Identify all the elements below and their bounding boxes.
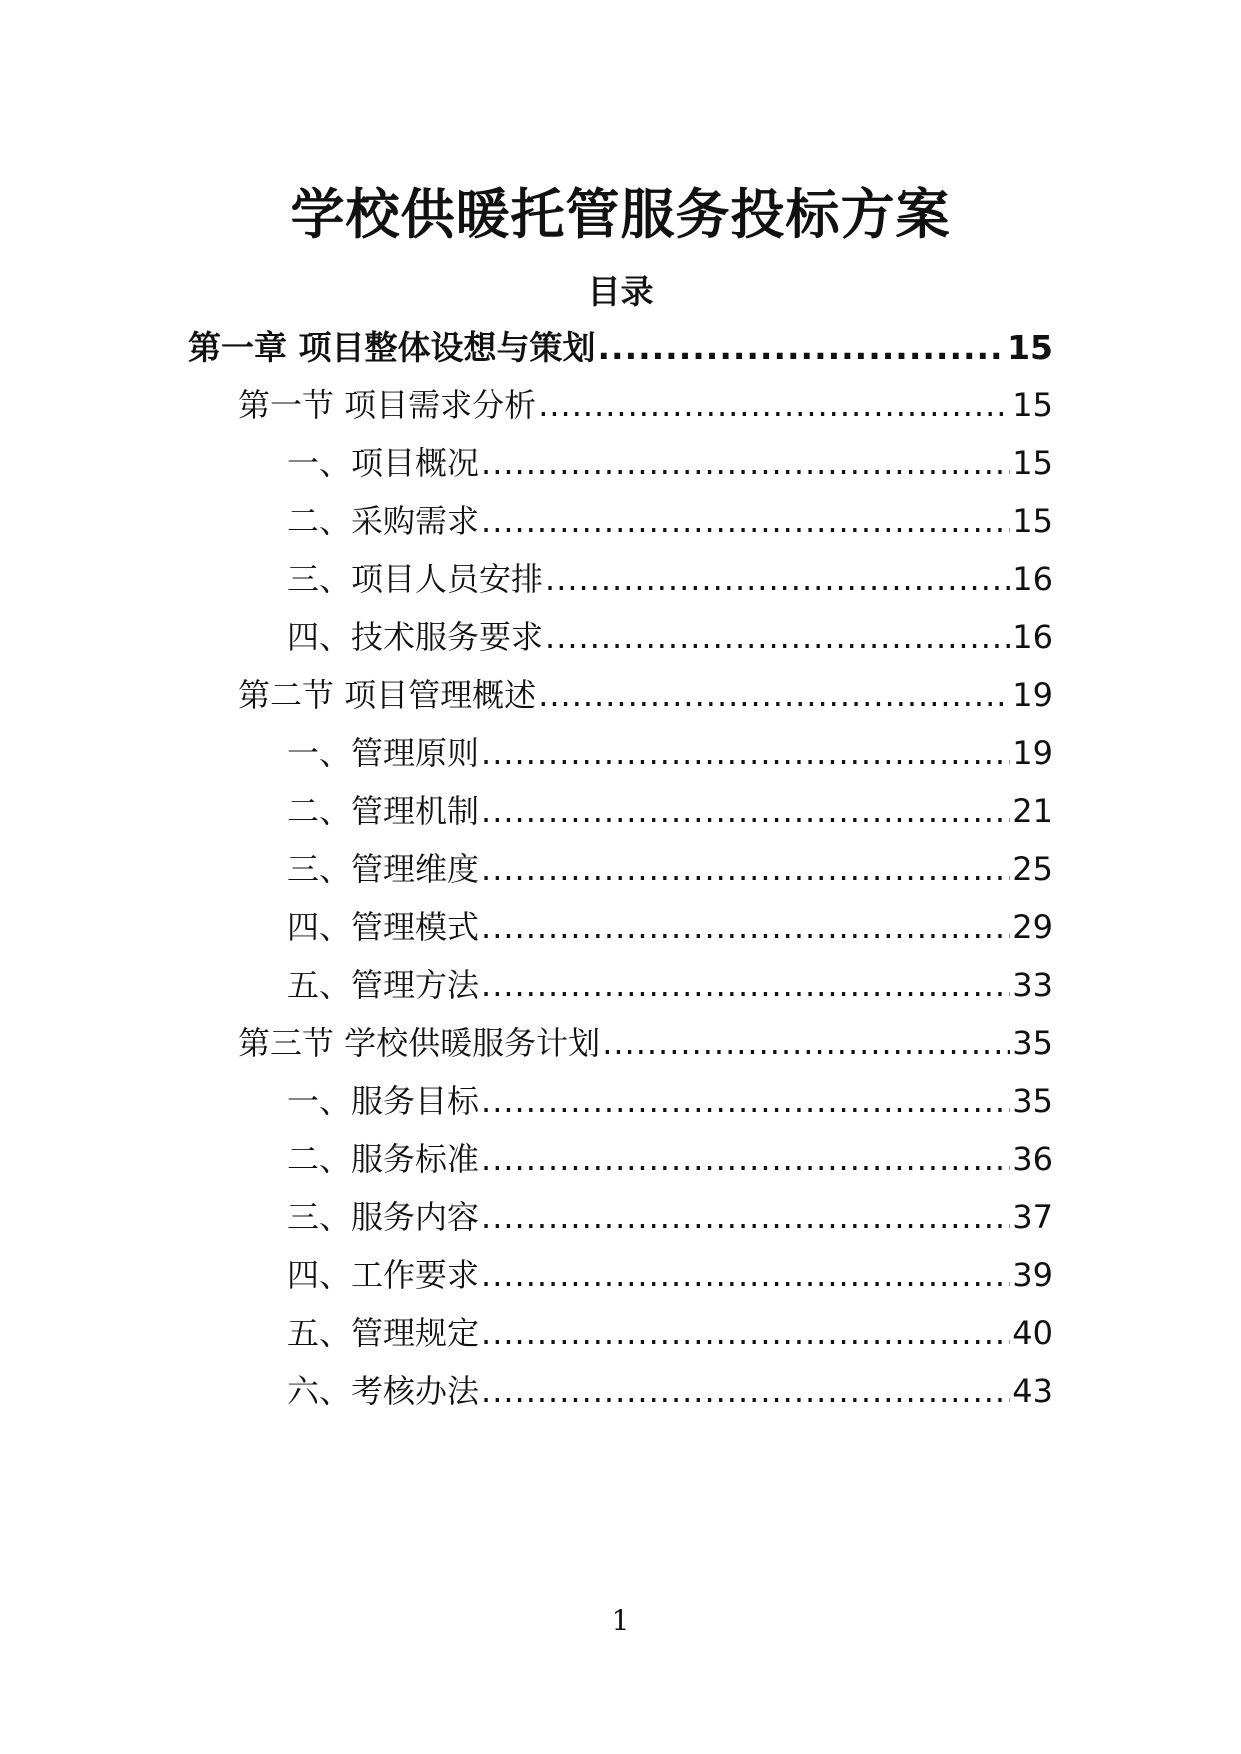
toc-entry[interactable] bbox=[238, 1018, 1053, 1064]
toc-entry-label: 第一章 项目整体设想与策划 bbox=[188, 328, 596, 367]
toc-entry-page: 39 bbox=[1012, 1256, 1053, 1294]
toc-entry-page: 37 bbox=[1012, 1198, 1053, 1236]
toc-dot-leader bbox=[538, 386, 1010, 424]
toc-dot-leader bbox=[481, 502, 1010, 540]
toc-entry-label: 第一节 项目需求分析 bbox=[238, 386, 537, 424]
toc-dot-leader bbox=[481, 792, 1010, 830]
toc-entry[interactable] bbox=[287, 960, 1053, 1006]
toc-entry-label: 三、项目人员安排 bbox=[287, 560, 544, 598]
toc-dot-leader bbox=[481, 1082, 1010, 1120]
toc-entry-page: 15 bbox=[1012, 444, 1053, 482]
toc-dot-leader bbox=[481, 1198, 1010, 1236]
toc-dot-leader bbox=[481, 908, 1010, 946]
toc-entry-label: 四、技术服务要求 bbox=[287, 618, 544, 656]
toc-entry[interactable] bbox=[287, 902, 1053, 948]
toc-entry-label: 一、项目概况 bbox=[287, 444, 480, 482]
toc-entry-label: 第二节 项目管理概述 bbox=[238, 676, 537, 714]
toc-entry-label: 二、服务标准 bbox=[287, 1140, 480, 1178]
toc-dot-leader bbox=[481, 1314, 1010, 1352]
toc-dot-leader bbox=[545, 560, 1010, 598]
toc-dot-leader bbox=[602, 1024, 1010, 1062]
toc-entry[interactable] bbox=[287, 1308, 1053, 1354]
toc-entry-label: 六、考核办法 bbox=[287, 1372, 480, 1410]
toc-dot-leader bbox=[481, 966, 1010, 1004]
toc-dot-leader bbox=[481, 850, 1010, 888]
toc-entry-label: 四、工作要求 bbox=[287, 1256, 480, 1294]
toc-entry-label: 五、管理方法 bbox=[287, 966, 480, 1004]
toc-entry[interactable] bbox=[287, 1250, 1053, 1296]
toc-entry-label: 三、管理维度 bbox=[287, 850, 480, 888]
toc-dot-leader bbox=[481, 734, 1010, 772]
toc-entry[interactable] bbox=[287, 786, 1053, 832]
toc-entry-page: 15 bbox=[1012, 386, 1053, 424]
toc-dot-leader bbox=[481, 1256, 1010, 1294]
toc-dot-leader bbox=[598, 328, 1006, 367]
toc-dot-leader bbox=[545, 618, 1010, 656]
toc-entry-page: 36 bbox=[1012, 1140, 1053, 1178]
toc-entry[interactable] bbox=[238, 670, 1053, 716]
toc-entry-label: 五、管理规定 bbox=[287, 1314, 480, 1352]
toc-entry-page: 35 bbox=[1012, 1024, 1053, 1062]
toc-entry[interactable] bbox=[287, 1366, 1053, 1412]
toc-entry-page: 25 bbox=[1012, 850, 1053, 888]
toc-entry-page: 19 bbox=[1012, 734, 1053, 772]
toc-entry-page: 15 bbox=[1012, 502, 1053, 540]
toc-entry[interactable] bbox=[287, 554, 1053, 600]
toc-entry-page: 16 bbox=[1012, 618, 1053, 656]
toc-dot-leader bbox=[538, 676, 1010, 714]
toc-entry-page: 19 bbox=[1012, 676, 1053, 714]
toc-entry[interactable] bbox=[287, 1076, 1053, 1122]
toc-entry-page: 29 bbox=[1012, 908, 1053, 946]
toc-dot-leader bbox=[481, 1372, 1010, 1410]
toc-entry-label: 一、服务目标 bbox=[287, 1082, 480, 1120]
toc-entry[interactable] bbox=[287, 438, 1053, 484]
toc-entry-page: 21 bbox=[1012, 792, 1053, 830]
toc-entry[interactable] bbox=[287, 844, 1053, 890]
toc-dot-leader bbox=[481, 1140, 1010, 1178]
toc-entry[interactable] bbox=[287, 612, 1053, 658]
toc-entry-label: 一、管理原则 bbox=[287, 734, 480, 772]
toc-entry-page: 43 bbox=[1012, 1372, 1053, 1410]
toc-entry[interactable] bbox=[287, 1134, 1053, 1180]
toc-entry-page: 40 bbox=[1012, 1314, 1053, 1352]
toc-entry[interactable] bbox=[188, 322, 1053, 369]
toc-entry[interactable] bbox=[287, 496, 1053, 542]
toc-entry-label: 三、服务内容 bbox=[287, 1198, 480, 1236]
document-title: 学校供暖托管服务投标方案 bbox=[290, 183, 951, 246]
toc-entry[interactable] bbox=[287, 728, 1053, 774]
toc-entry[interactable] bbox=[238, 380, 1053, 426]
toc-entry-label: 二、采购需求 bbox=[287, 502, 480, 540]
toc-entry-label: 二、管理机制 bbox=[287, 792, 480, 830]
toc-entry-page: 15 bbox=[1007, 328, 1053, 367]
toc-heading: 目录 bbox=[587, 272, 654, 311]
toc-dot-leader bbox=[481, 444, 1010, 482]
toc-entry-label: 四、管理模式 bbox=[287, 908, 480, 946]
toc-entry-label: 第三节 学校供暖服务计划 bbox=[238, 1024, 601, 1062]
toc-entry-page: 35 bbox=[1012, 1082, 1053, 1120]
toc-entry[interactable] bbox=[287, 1192, 1053, 1238]
toc-entry-page: 16 bbox=[1012, 560, 1053, 598]
page-number: 1 bbox=[611, 1604, 630, 1637]
toc-entry-page: 33 bbox=[1012, 966, 1053, 1004]
